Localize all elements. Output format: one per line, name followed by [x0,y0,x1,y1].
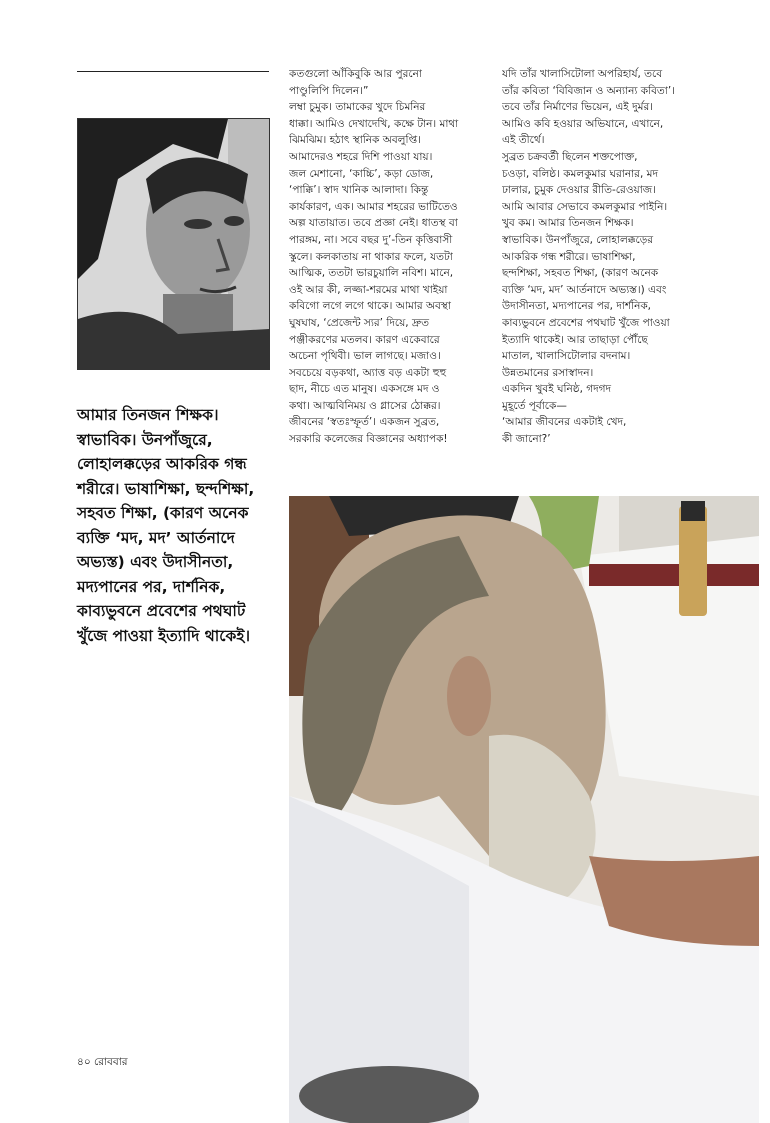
pull-quote [77,403,277,648]
pull-quote-line: মদ্যপানের পর, দার্শনিক, [77,577,226,596]
text-line: ইত্যাদি থাকেই। আর তাছাড়া পৌঁছে [502,333,648,346]
text-line: ধাক্কা। আমিও দেখাদেখি, কক্ষে টান। মাথা [289,117,459,130]
text-line: পঞ্জীকরণের মতলব। কারণ একেবারে [289,333,440,346]
text-line: মাতাল, খালাসিটোলার বদনাম। [502,350,631,363]
text-line: সুব্রত চক্রবর্তী ছিলেন শক্তপোক্ত, [502,150,638,163]
text-line: স্বাভাবিক। উনপাঁজুরে, লোহালক্কড়ের [502,233,654,246]
text-line: কার্যকারণ, এক। আমার শহরের ভাটিতেও [289,200,458,213]
main-photo-image [289,496,759,1123]
text-line: আমাদেরও শহরে দিশি পাওয়া যায়। [289,150,433,163]
text-line: মুহূর্তে পূর্বাকে— [502,399,567,412]
pull-quote-line: ব্যক্তি ‘মদ, মদ’ আর্তনাদে [77,528,235,547]
pull-quote-line: অভ্যস্ত) এবং উদাসীনতা, [77,553,234,571]
text-line: তবে তাঁর নির্মাণের ভিয়েন, এই দুর্মর। [502,101,653,114]
pull-quote-line: শরীরে। ভাষাশিক্ষা, ছন্দশিক্ষা, [77,479,255,498]
main-photo [289,496,759,1123]
text-line: তাঁর কবিতা ‘বিবিজান ও অন্যান্য কবিতা’। [502,84,675,97]
article-column-middle [289,66,494,448]
text-line: কাব্যভুবনে প্রবেশের পথঘাট খুঁজে পাওয়া [502,316,670,329]
text-line: কথা। আত্মবিনিময় ও গ্লাসের ঠোক্কর। [289,399,441,412]
text-line: উন্নতমানের রসাস্বাদন। [502,366,594,379]
text-line: কবিগো লগে লগে থাকে। আমার অবস্থা [289,300,451,313]
portrait-photo-image [78,119,269,369]
text-line: ‘পাক্কি’। স্বাদ খানিক আলাদা। কিন্তু [289,184,429,197]
text-line: ঢালার, চুমুক দেওয়ার রীতি-রেওয়াজ। [502,184,656,197]
text-line: সরকারি কলেজের বিজ্ঞানের অধ্যাপক! [289,433,448,446]
pull-quote-line: সহবত শিক্ষা, (কারণ অনেক [77,504,249,522]
text-line: চওড়া, বলিষ্ঠ। কমলকুমার ঘরানার, মদ [502,167,658,180]
pull-quote-line: লোহালক্কড়ের আকরিক গন্ধ [77,455,247,473]
pull-quote-line: খুঁজে পাওয়া ইত্যাদি থাকেই। [77,626,250,645]
pull-quote-line: স্বাভাবিক। উনপাঁজুরে, [77,430,213,449]
portrait-photo [77,118,270,370]
text-line: ঘুষঘাষ, ‘প্রেজেন্ট স্যর’ দিয়ে, দ্রুত [289,316,430,329]
text-line: অচেনা পৃথিবী। ভাল লাগছে। মজাও। [289,350,441,363]
text-line: ওই আর কী, লজ্জা-শরমের মাথা খাইয়া [289,283,448,296]
text-line: ছাদ, নীচে এত মানুষ। একসঙ্গে মদ ও [289,383,440,396]
pull-quote-line: আমার তিনজন শিক্ষক। [77,406,219,424]
article-column-right [502,66,707,448]
text-line: পারঙ্গম, না। সবে বছর দু’-তিন কৃত্তিবাসী [289,233,453,246]
text-line: যদি তাঁর খালাসিটোলা অপরিহার্য, তবে [502,68,663,80]
text-line: সবচেয়ে বড়কথা, অ্যাত্ত বড় একটা হুহু [289,366,447,379]
text-line: আমিও কবি হওয়ার অভিযানে, এখানে, [502,117,664,130]
text-line: আমি আবার সেভাবে কমলকুমার পাইনি। [502,200,668,213]
text-line: জীবনের ‘স্বতঃস্ফূর্ত’। একজন সুব্রত, [289,416,440,429]
text-line: জল মেশানো, ‘কাচ্চি’, কড়া ডোজ, [289,167,434,180]
text-line: অল্প যাতায়াত। তবে প্রজ্ঞা নেই। ধাতস্থ বা [289,217,458,230]
text-line: এই তীর্থে। [502,134,545,147]
text-line: পাণ্ডুলিপি দিলেন।” [289,84,369,97]
text-line: উদাসীনতা, মদ্যপানের পর, দার্শনিক, [502,300,652,313]
text-line: ছন্দশিক্ষা, সহবত শিক্ষা, (কারণ অনেক [502,267,659,280]
text-line: ব্যক্তি ‘মদ, মদ’ আর্তনাদে অভ্যস্ত।) এবং [502,283,667,296]
text-line: কতগুলো আঁকিবুকি আর পুরনো [289,68,422,80]
page-folio: ৪০ রোববার [77,1056,128,1068]
text-line: লম্বা চুমুক। তামাকের খুদে চিমনির [289,101,426,114]
text-line: খুব কম। আমার তিনজন শিক্ষক। [502,217,634,230]
text-line: আকরিক গন্ধ শরীরে। ভাষাশিক্ষা, [502,250,636,263]
text-line: ঝিমঝিম। হঠাৎ স্থানিক অবলুপ্তি। [289,134,421,147]
text-line: আত্মিক, ততটা ভারচুয়ালি নবিশ। মানে, [289,267,454,280]
text-line: একদিন খুবই ঘনিষ্ঠ, গদগদ [502,383,612,396]
text-line: ‘আমার জীবনের একটাই খেদ, [502,416,627,429]
pull-quote-line: কাব্যভুবনে প্রবেশের পথঘাট [77,602,246,620]
top-rule [77,71,269,72]
text-line: কী জানো?’ [502,433,551,446]
text-line: স্কুলে। কলকাতায় না থাকার ফলে, যতটা [289,250,453,263]
